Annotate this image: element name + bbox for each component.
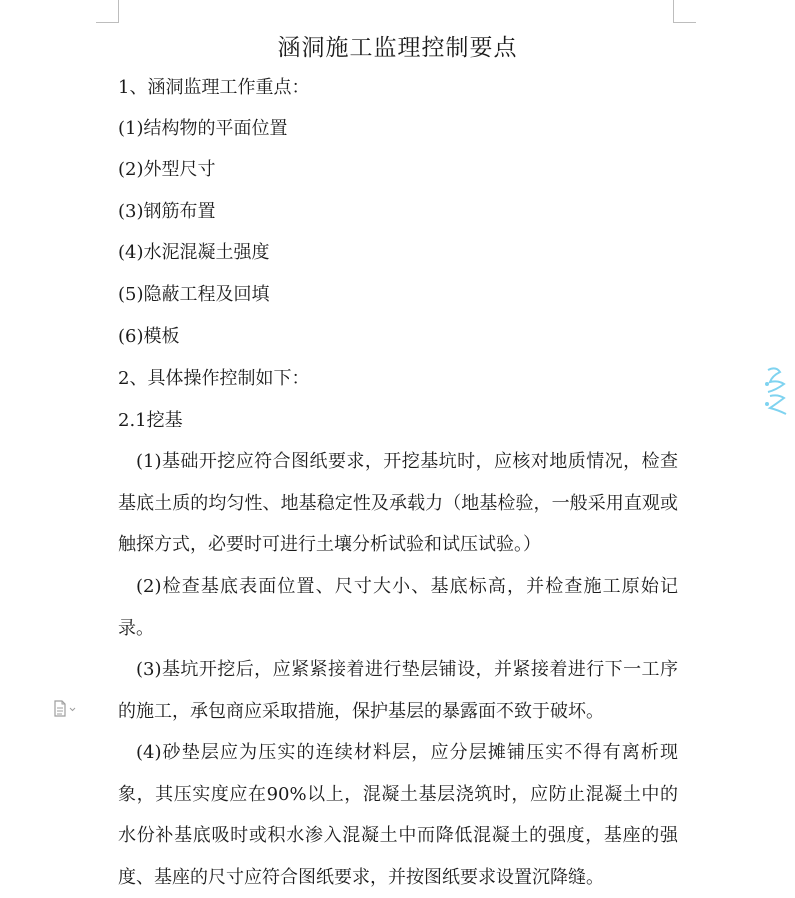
list-item: (2)外型尺寸: [118, 159, 216, 180]
body-paragraph: (1)基础开挖应符合图纸要求，开挖基坑时，应核对地质情况，检查基底土质的均匀性、地基稳定性及承载力（地基检验，一般采用直观或触探方式，必要时可进行土壤分析试验和试压试验。）: [118, 451, 678, 555]
document-options-icon[interactable]: [53, 700, 77, 718]
body-paragraph: (2)检查基底表面位置、尺寸大小、基底标高，并检查施工原始记录。: [118, 576, 678, 639]
body-paragraph: (3)基坑开挖后，应紧紧接着进行垫层铺设，并紧接着进行下一工序的施工，承包商应采取措施，保护基层的暴露面不致于破坏。: [118, 659, 678, 722]
list-item: (4)水泥混凝土强度: [118, 242, 270, 263]
document-title: 涵洞施工监理控制要点: [277, 35, 518, 61]
section-2-heading: 2、具体操作控制如下：: [118, 368, 310, 389]
body-paragraph: (4)砂垫层应为压实的连续材料层，应分层摊铺压实不得有离析现象，其压实度应在90%以上，混凝土基层浇筑时，应防止混凝土中的水份补基底吸时或积水渗入混凝土中而降低混凝土的强度，基座的强度、基座的尺寸应符合图纸要求，并按图纸要求设置沉降缝。: [118, 742, 678, 888]
side-panel-mark-icon: [762, 364, 792, 420]
list-item: (6)模板: [118, 326, 180, 347]
list-item: (1)结构物的平面位置: [118, 118, 288, 139]
subsection-heading: 2.1挖基: [118, 410, 183, 431]
list-item: (3)钢筋布置: [118, 201, 216, 222]
section-1-heading: 1、涵洞监理工作重点：: [118, 77, 310, 98]
list-item: (5)隐蔽工程及回填: [118, 284, 270, 305]
page-corner-top-right: [673, 0, 696, 23]
page-corner-top-left: [96, 0, 119, 23]
